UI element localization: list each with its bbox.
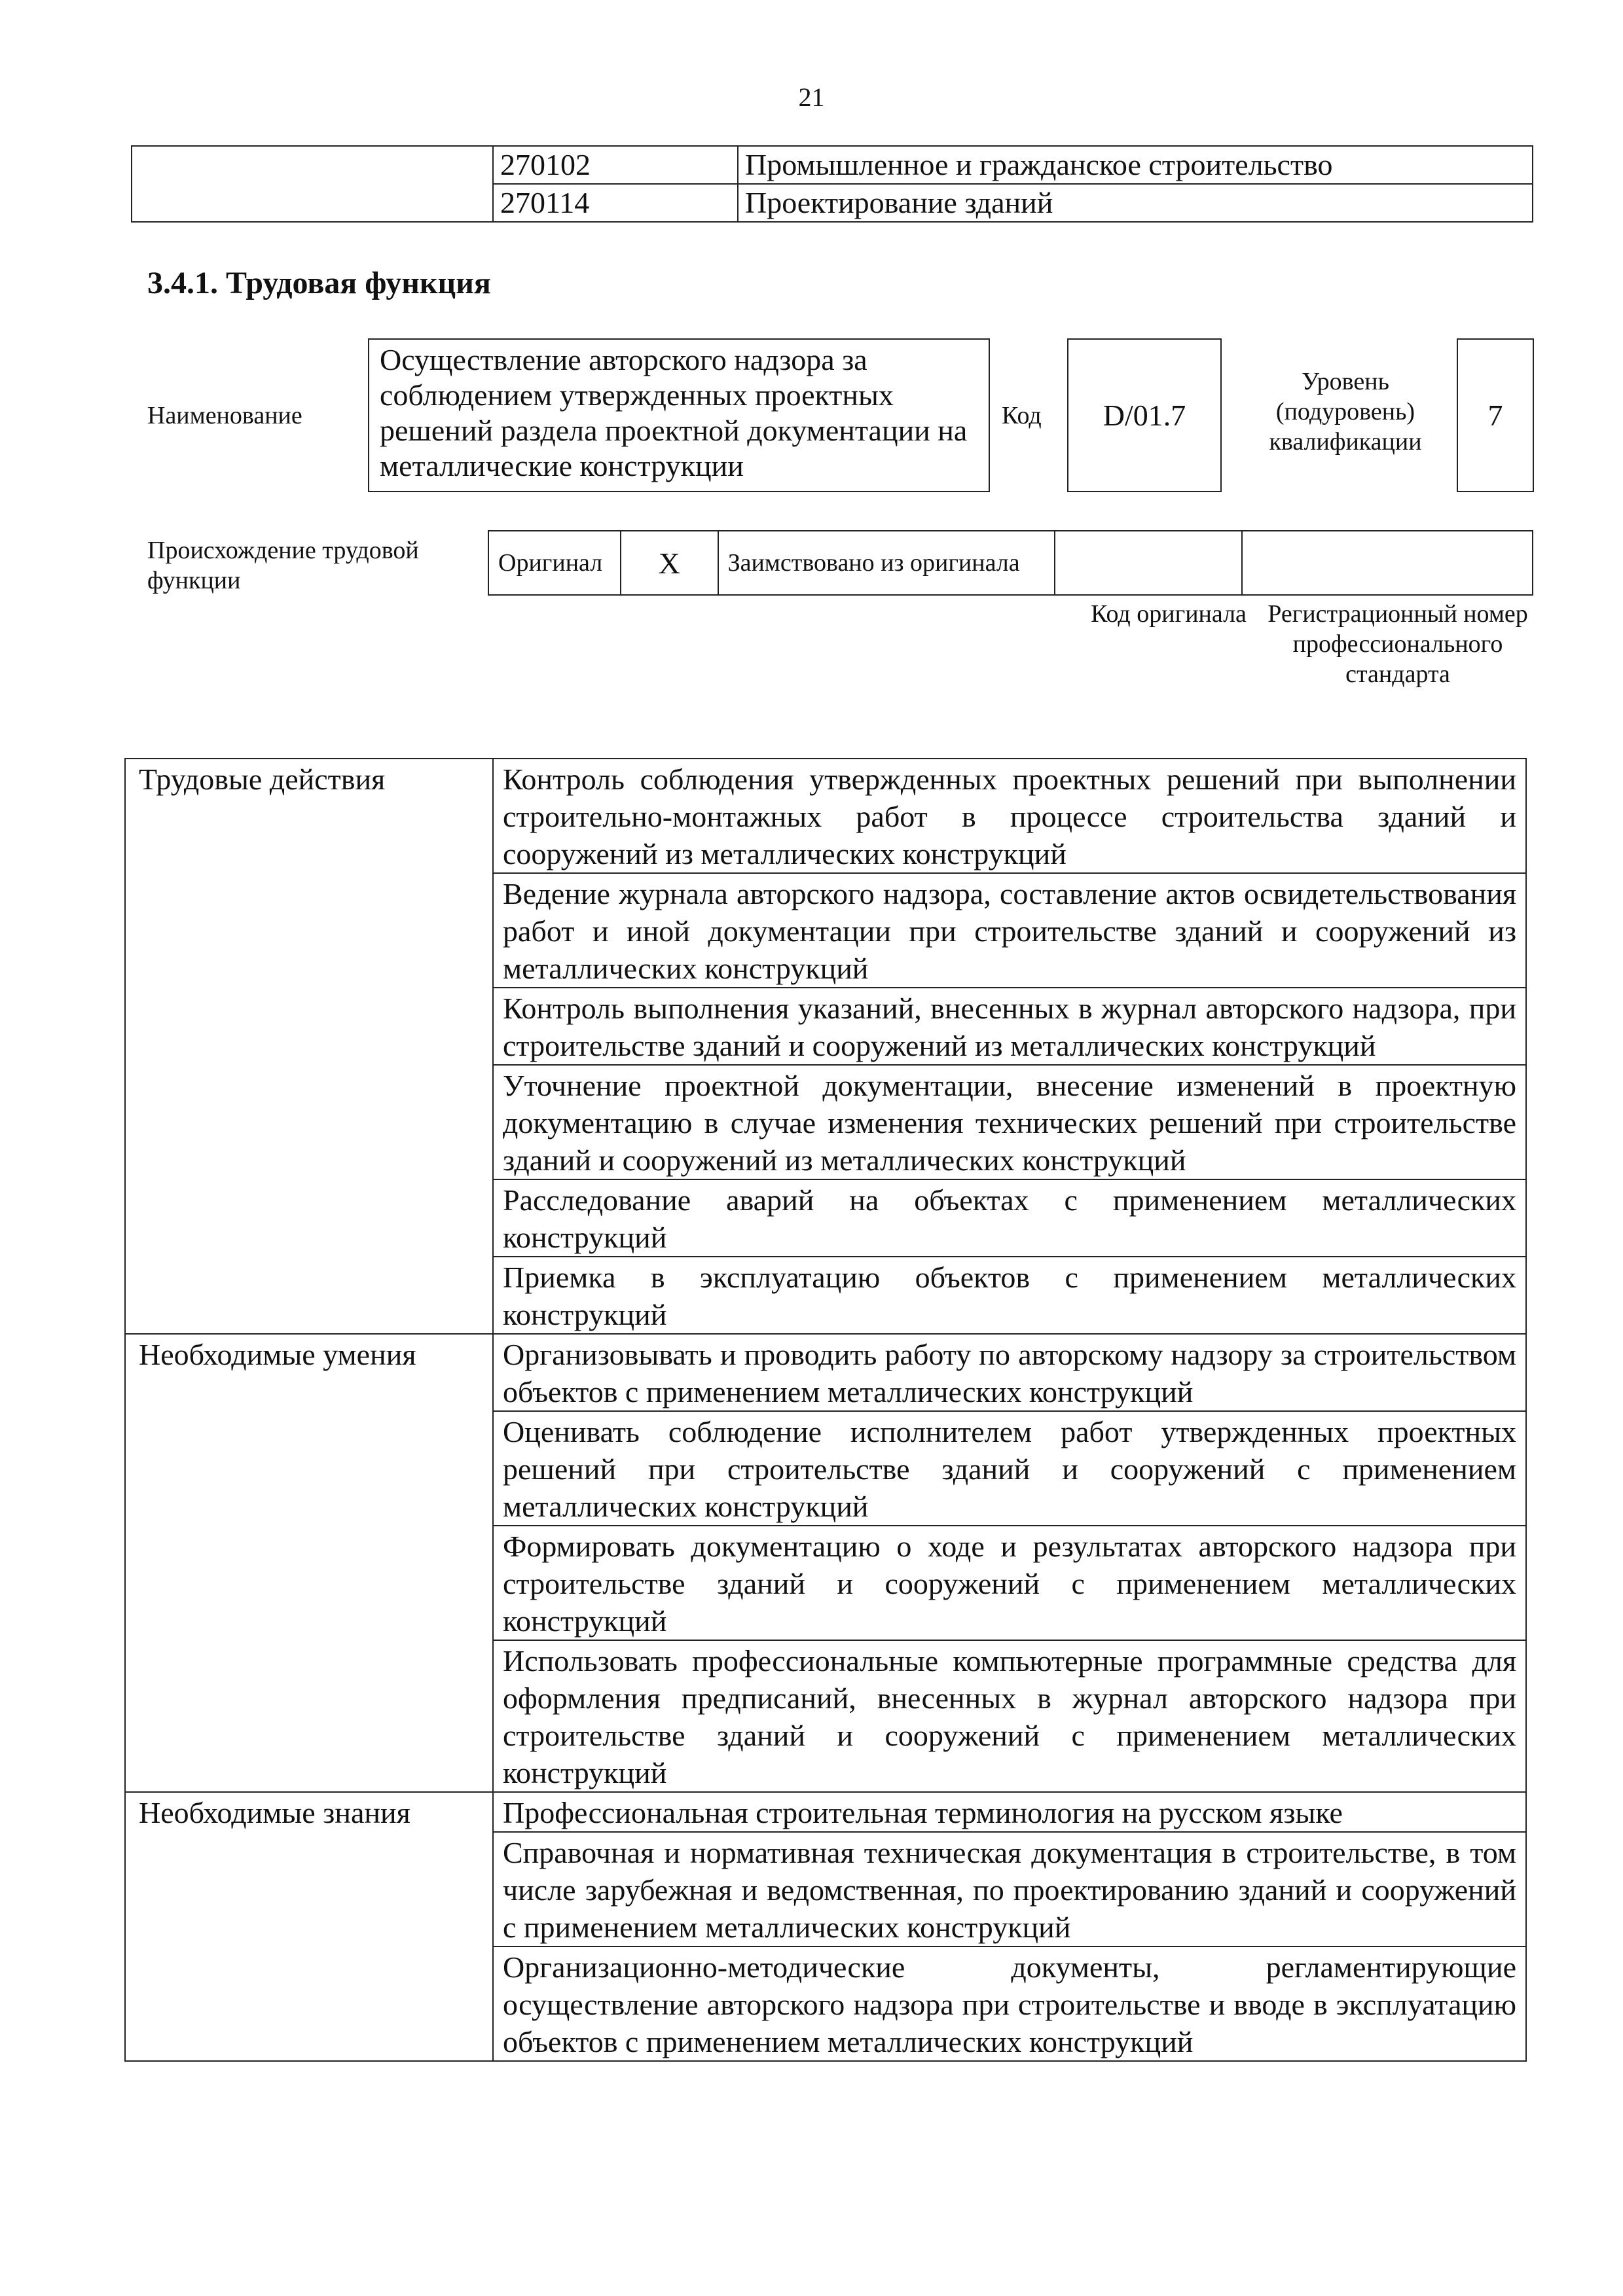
specialty-name: Промышленное и гражданское строительство (738, 146, 1533, 184)
list-item: Организовывать и проводить работу по авторскому надзору за строительством объектов с применением металлических конструкций (493, 1334, 1526, 1411)
section-title: 3.4.1. Трудовая функция (147, 266, 491, 300)
list-item: Расследование аварий на объектах с применением металлических конструкций (493, 1179, 1526, 1257)
qualification-level: 7 (1457, 338, 1534, 492)
reg-number-cell (1242, 531, 1533, 595)
qualification-level-label: Уровень (подуровень) квалификации (1269, 368, 1422, 456)
list-item: Формировать документацию о ходе и результатах авторского надзора при строительстве зданий и сооружений с применением металлических конструкций (493, 1526, 1526, 1640)
specialty-code: 270102 (493, 146, 738, 184)
list-item: Оценивать соблюдение исполнителем работ утвержденных проектных решений при строительстве зданий и сооружений с применением металлических конструкций (493, 1411, 1526, 1526)
origin-table (488, 530, 1533, 596)
table-row (125, 1334, 1526, 1411)
list-item: Контроль соблюдения утвержденных проектных решений при выполнении строительно-монтажных работ в процессе строительства зданий и сооружений из металлических конструкций (493, 759, 1526, 873)
reg-number-caption: Регистрационный номер профессионального стандарта (1267, 600, 1528, 688)
original-code-caption: Код оригинала (1091, 600, 1247, 628)
original-mark: X (621, 531, 718, 595)
table-row (132, 146, 1533, 184)
category-label: Необходимые умения (125, 1334, 493, 1792)
specialty-name: Проектирование зданий (738, 184, 1533, 222)
list-item: Уточнение проектной документации, внесение изменений в проектную документацию в случае изменения технических решений при строительстве зданий и сооружений из металлических конструкций (493, 1065, 1526, 1179)
list-item: Ведение журнала авторского надзора, составление актов освидетельствования работ и иной документации при строительстве зданий и сооружений из металлических конструкций (493, 873, 1526, 988)
specialties-table (131, 145, 1533, 223)
list-item: Организационно-методические документы, регламентирующие осуществление авторского надзора при строительстве и вводе в эксплуатацию объектов с применением металлических конструкций (493, 1946, 1526, 2061)
function-name: Осуществление авторского надзора за соблюдением утвержденных проектных решений раздела проектной документации на металлические конструкции (368, 338, 990, 492)
table-row (125, 1792, 1526, 1832)
specialty-code: 270114 (493, 184, 738, 222)
original-code-cell (1055, 531, 1242, 595)
list-item: Использовать профессиональные компьютерные программные средства для оформления предписаний, внесенных в журнал авторского надзора при строительстве зданий и сооружений с применением металлических конструкций (493, 1640, 1526, 1792)
function-name-label: Наименование (147, 402, 302, 429)
list-item: Справочная и нормативная техническая документация в строительстве, в том числе зарубежная и ведомственная, по проектированию зданий и сооружений с применением металлических конструкций (493, 1832, 1526, 1946)
category-label: Необходимые знания (125, 1792, 493, 2061)
page-number: 21 (798, 82, 825, 112)
function-code-label: Код (1002, 402, 1042, 429)
function-content-table (124, 758, 1527, 2062)
borrowed-label: Заимствовано из оригинала (718, 531, 1055, 595)
original-label: Оригинал (488, 531, 621, 595)
list-item: Контроль выполнения указаний, внесенных в журнал авторского надзора, при строительстве зданий и сооружений из металлических конструкций (493, 988, 1526, 1065)
origin-label: Происхождение трудовой функции (147, 537, 419, 594)
table-row (125, 759, 1526, 873)
function-code: D/01.7 (1067, 338, 1222, 492)
category-label: Трудовые действия (125, 759, 493, 1334)
list-item: Профессиональная строительная терминология на русском языке (493, 1792, 1526, 1832)
table-row (488, 531, 1533, 595)
list-item: Приемка в эксплуатацию объектов с применением металлических конструкций (493, 1257, 1526, 1334)
